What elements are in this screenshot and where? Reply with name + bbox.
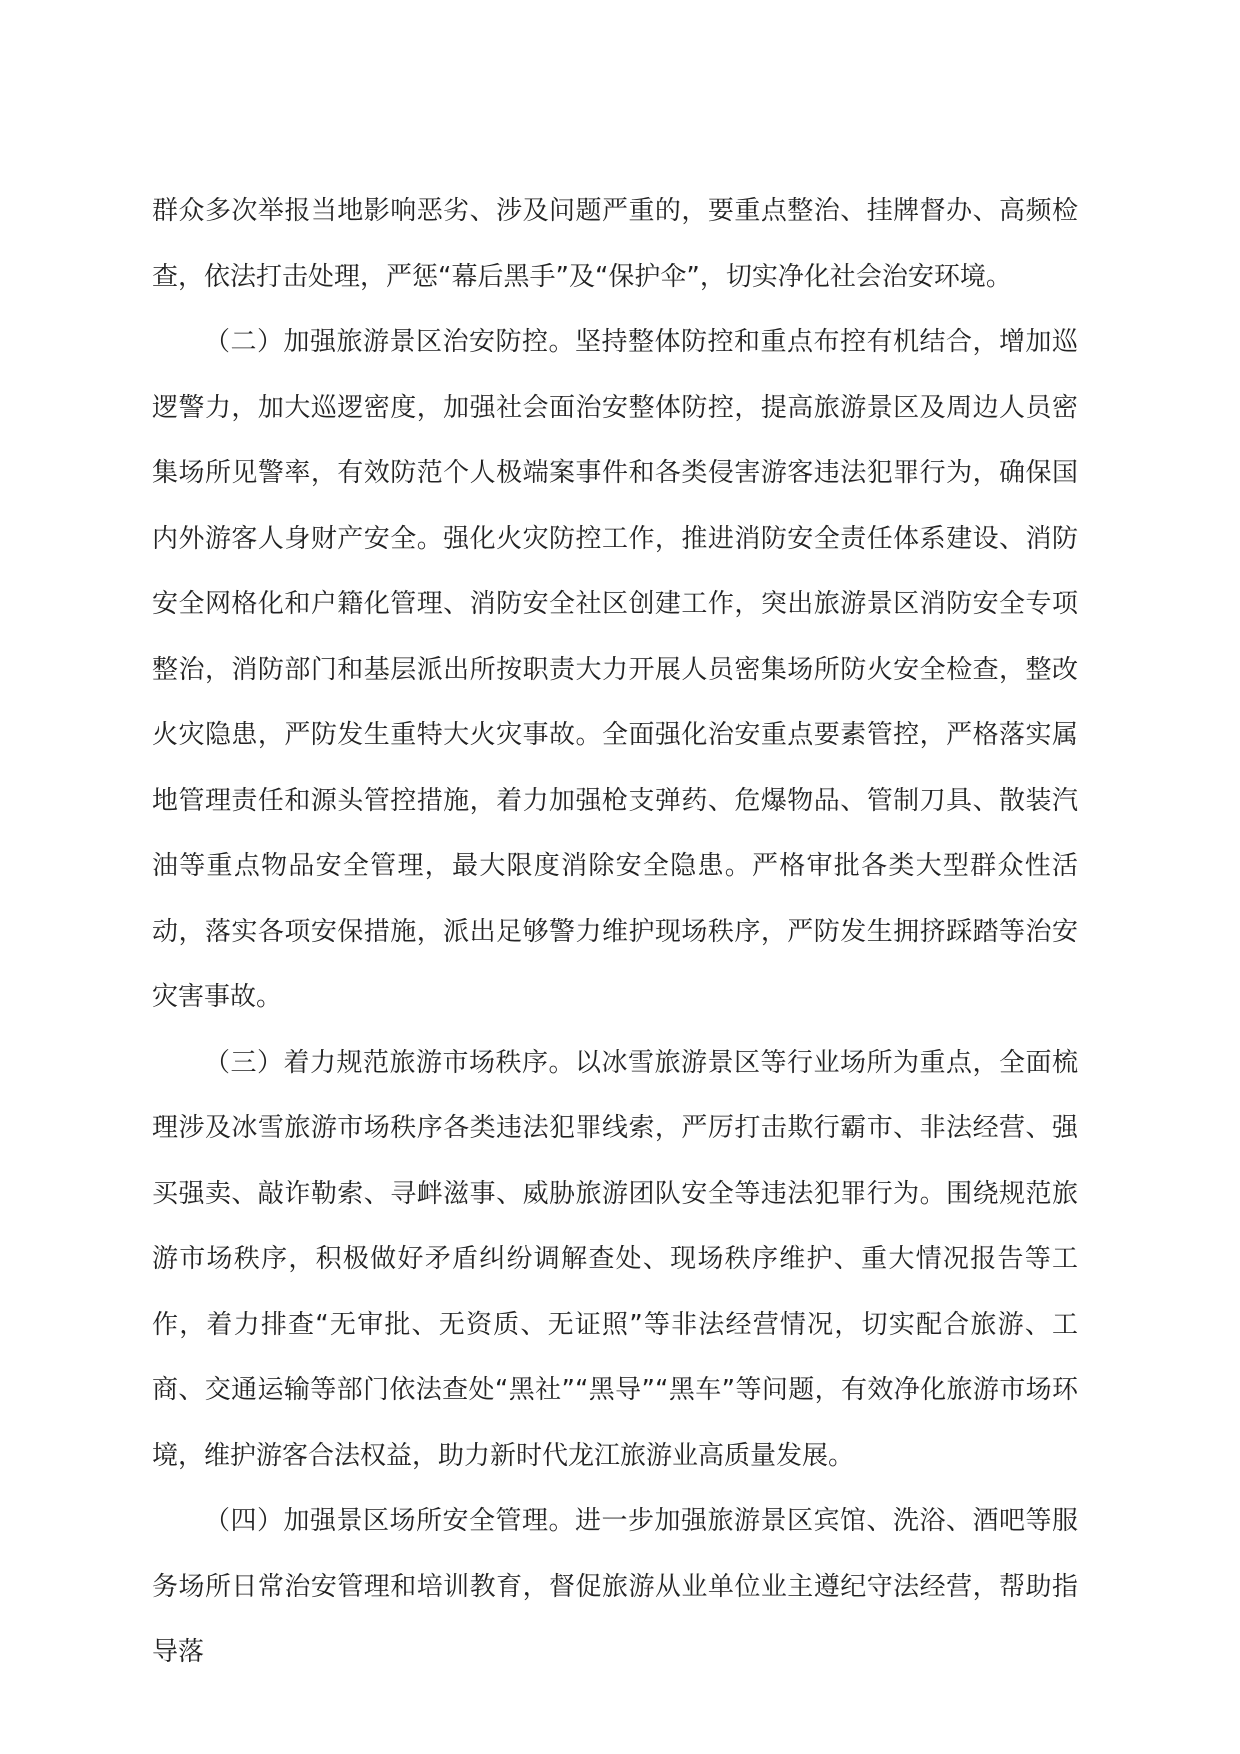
document-body <box>152 179 1078 1686</box>
paragraph-section-4: （四）加强景区场所安全管理。进一步加强旅游景区宾馆、洗浴、酒吧等服务场所日常治安管理和培训教育，督促旅游从业单位业主遵纪守法经营，帮助指导落 <box>152 1506 1078 1667</box>
paragraph-section-2: （二）加强旅游景区治安防控。坚持整体防控和重点布控有机结合，增加巡逻警力，加大巡逻密度，加强社会面治安整体防控，提高旅游景区及周边人员密集场所见警率，有效防范个人极端案事件和各类侵害游客违法犯罪行为，确保国内外游客人身财产安全。强化火灾防控工作，推进消防安全责任体系建设、消防安全网格化和户籍化管理、消防安全社区创建工作，突出旅游景区消防安全专项整治，消防部门和基层派出所按职责大力开展人员密集场所防火安全检查，整改火灾隐患，严防发生重特大火灾事故。全面强化治安重点要素管控，严格落实属地管理责任和源头管控措施，着力加强枪支弹药、危爆物品、管制刀具、散装汽油等重点物品安全管理，最大限度消除安全隐患。严格审批各类大型群众性活动，落实各项安保措施，派出足够警力维护现场秩序，严防发生拥挤踩踏等治安灾害事故。 <box>152 327 1078 1012</box>
paragraph-section-3: （三）着力规范旅游市场秩序。以冰雪旅游景区等行业场所为重点，全面梳理涉及冰雪旅游市场秩序各类违法犯罪线索，严厉打击欺行霸市、非法经营、强买强卖、敲诈勒索、寻衅滋事、威胁旅游团队安全等违法犯罪行为。围绕规范旅游市场秩序，积极做好矛盾纠纷调解查处、现场秩序维护、重大情况报告等工作，着力排查“无审批、无资质、无证照”等非法经营情况，切实配合旅游、工商、交通运输等部门依法查处“黑社”“黑导”“黑车”等问题，有效净化旅游市场环境，维护游客合法权益，助力新时代龙江旅游业高质量发展。 <box>152 1047 1078 1471</box>
paragraph-continuation: 群众多次举报当地影响恶劣、涉及问题严重的，要重点整治、挂牌督办、高频检查，依法打击处理，严惩“幕后黑手”及“保护伞”，切实净化社会治安环境。 <box>152 196 1078 292</box>
